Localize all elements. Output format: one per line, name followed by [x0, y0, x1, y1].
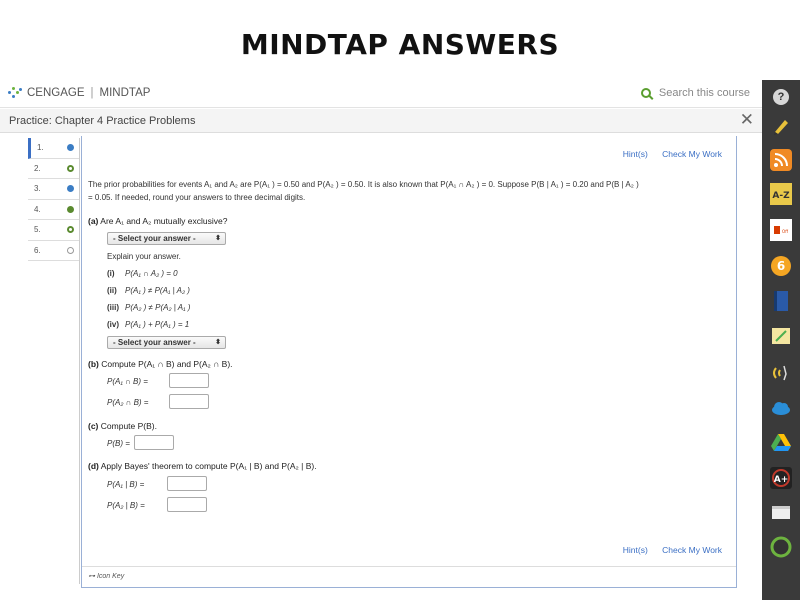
- p-a1-given-b-input[interactable]: [167, 476, 207, 491]
- svg-text:Off: Off: [782, 229, 788, 234]
- check-my-work-link[interactable]: Check My Work: [662, 545, 722, 555]
- notes-icon[interactable]: [769, 324, 793, 348]
- part-text: Compute P(A₁ ∩ B) and P(A₂ ∩ B).: [101, 359, 233, 369]
- hint-link[interactable]: Hint(s): [622, 545, 648, 555]
- b-field-1-label: P(A₁ ∩ B) =: [107, 377, 148, 386]
- search-icon[interactable]: [641, 88, 651, 98]
- part-text: Apply Bayes' theorem to compute P(A₁ | B) and P(A₂ | B).: [100, 461, 317, 471]
- banner-title: MINDTAP ANSWERS: [240, 28, 560, 61]
- option-text: P(A₁ ) ≠ P(A₁ | A₂ ): [125, 286, 190, 295]
- check-my-work-link[interactable]: Check My Work: [662, 149, 722, 159]
- c-field-label: P(B) =: [107, 439, 130, 448]
- b-field-2-label: P(A₂ ∩ B) =: [107, 398, 149, 407]
- part-label: (d): [88, 461, 99, 471]
- question-nav-item-5[interactable]: [28, 220, 79, 241]
- status-dot-icon: [67, 185, 74, 192]
- question-number: 3.: [34, 184, 41, 193]
- question-nav-item-6[interactable]: [28, 241, 79, 262]
- part-label: (c): [88, 421, 99, 431]
- app-dock: [762, 80, 800, 600]
- check-status-icon: [67, 206, 74, 213]
- problem-statement: [88, 178, 728, 204]
- select-value: - Select your answer -: [113, 338, 196, 347]
- bottom-margin: [0, 588, 762, 600]
- question-number: 4.: [34, 204, 41, 214]
- icon-key[interactable]: [88, 572, 124, 580]
- six-icon[interactable]: [769, 254, 793, 278]
- a-z-icon[interactable]: [769, 182, 793, 206]
- option-ii: [107, 286, 190, 295]
- empty-status-icon: [67, 247, 74, 254]
- part-c-prompt: [88, 421, 157, 431]
- p-a2-given-b-input[interactable]: [167, 497, 207, 512]
- part-label: (b): [88, 359, 99, 369]
- p-b-input[interactable]: [134, 435, 174, 450]
- a-plus-icon[interactable]: [769, 466, 793, 490]
- question-nav-item-4[interactable]: [28, 200, 79, 221]
- part-a-prompt: [88, 216, 227, 226]
- speech-icon[interactable]: [769, 361, 793, 385]
- option-i: [107, 269, 178, 278]
- mutually-exclusive-select[interactable]: [107, 232, 226, 245]
- question-number: 6.: [34, 245, 41, 255]
- key-icon: ⊶: [88, 573, 95, 580]
- question-navigator: [28, 138, 80, 584]
- rss-icon[interactable]: [769, 148, 793, 172]
- part-text: Compute P(B).: [100, 421, 157, 431]
- explain-label: Explain your answer.: [107, 252, 181, 261]
- logo-divider: |: [90, 87, 94, 99]
- close-icon[interactable]: ✕: [739, 110, 754, 129]
- part-d-prompt: [88, 461, 317, 471]
- bottom-links: [611, 545, 722, 555]
- activity-title-bar: [0, 109, 762, 133]
- office-icon[interactable]: [769, 218, 793, 242]
- top-links: [611, 149, 722, 159]
- activity-title: Practice: Chapter 4 Practice Problems: [9, 115, 196, 127]
- cengage-logo[interactable]: [8, 86, 150, 100]
- svg-text:A-Z: A-Z: [772, 191, 790, 201]
- book-icon[interactable]: [769, 289, 793, 313]
- cloud-icon[interactable]: [769, 396, 793, 420]
- select-value: - Select your answer -: [113, 234, 196, 243]
- search-placeholder[interactable]: Search this course: [658, 87, 750, 99]
- panel-footer: [82, 566, 736, 586]
- product-name: MINDTAP: [99, 87, 151, 99]
- option-iv: [107, 320, 189, 329]
- question-panel: [81, 136, 737, 588]
- cengage-logo-icon: [8, 86, 22, 100]
- problem-line-1: The prior probabilities for events A₁ and A₂ are P(A₁ ) = 0.50 and P(A₂ ) = 0.50. It is also known that P(A₁ ∩ A₂ ) = 0. Suppose P(B | A₁ ) = 0.20 and P(B | A₂ ): [88, 180, 639, 189]
- option-text: P(A₂ ) ≠ P(A₂ | A₁ ): [125, 303, 191, 312]
- help-icon[interactable]: ?: [769, 85, 793, 109]
- status-dot-icon: [67, 144, 74, 151]
- svg-text:A+: A+: [773, 475, 789, 485]
- drive-icon[interactable]: [769, 430, 793, 454]
- option-text: P(A₁ ∩ A₂ ) = 0: [125, 269, 178, 278]
- option-text: P(A₁ ) + P(A₁ ) = 1: [125, 320, 190, 329]
- question-nav-item-1[interactable]: [28, 138, 79, 159]
- check-status-icon: [67, 165, 74, 172]
- problem-line-2: = 0.05. If needed, round your answers to three decimal digits.: [88, 193, 306, 202]
- d-field-2-label: P(A₂ | B) =: [107, 501, 145, 510]
- pencil-icon[interactable]: [769, 114, 793, 138]
- part-text: Are A₁ and A₂ mutually exclusive?: [100, 216, 228, 226]
- svg-text:6: 6: [776, 259, 786, 273]
- option-iii: [107, 303, 190, 312]
- icon-key-label: Icon Key: [96, 573, 125, 580]
- brand-name: CENGAGE: [27, 87, 85, 99]
- option-numeral: (ii): [107, 286, 117, 295]
- course-search[interactable]: [641, 87, 750, 99]
- option-numeral: (iv): [107, 320, 119, 329]
- p-a2-and-b-input[interactable]: [169, 394, 209, 409]
- part-label: (a): [88, 216, 99, 226]
- option-numeral: (iii): [107, 303, 119, 312]
- question-number: 2.: [34, 163, 41, 173]
- question-nav-item-2[interactable]: [28, 159, 79, 180]
- question-number: 5.: [34, 225, 41, 234]
- select-arrow-icon: ⬍: [215, 339, 221, 346]
- top-bar: [0, 80, 762, 108]
- check-status-icon: [67, 226, 74, 233]
- explanation-select[interactable]: [107, 336, 226, 349]
- d-field-1-label: P(A₁ | B) =: [107, 480, 145, 489]
- p-a1-and-b-input[interactable]: [169, 373, 209, 388]
- option-numeral: (i): [107, 269, 115, 278]
- part-b-prompt: [88, 359, 233, 369]
- hint-link[interactable]: Hint(s): [622, 149, 648, 159]
- question-number: 1.: [37, 143, 44, 152]
- banner: [0, 0, 800, 80]
- select-arrow-icon: ⬍: [215, 235, 221, 242]
- circle-icon[interactable]: [769, 535, 793, 559]
- question-nav-item-3[interactable]: [28, 179, 79, 200]
- sheet-icon[interactable]: [769, 500, 793, 524]
